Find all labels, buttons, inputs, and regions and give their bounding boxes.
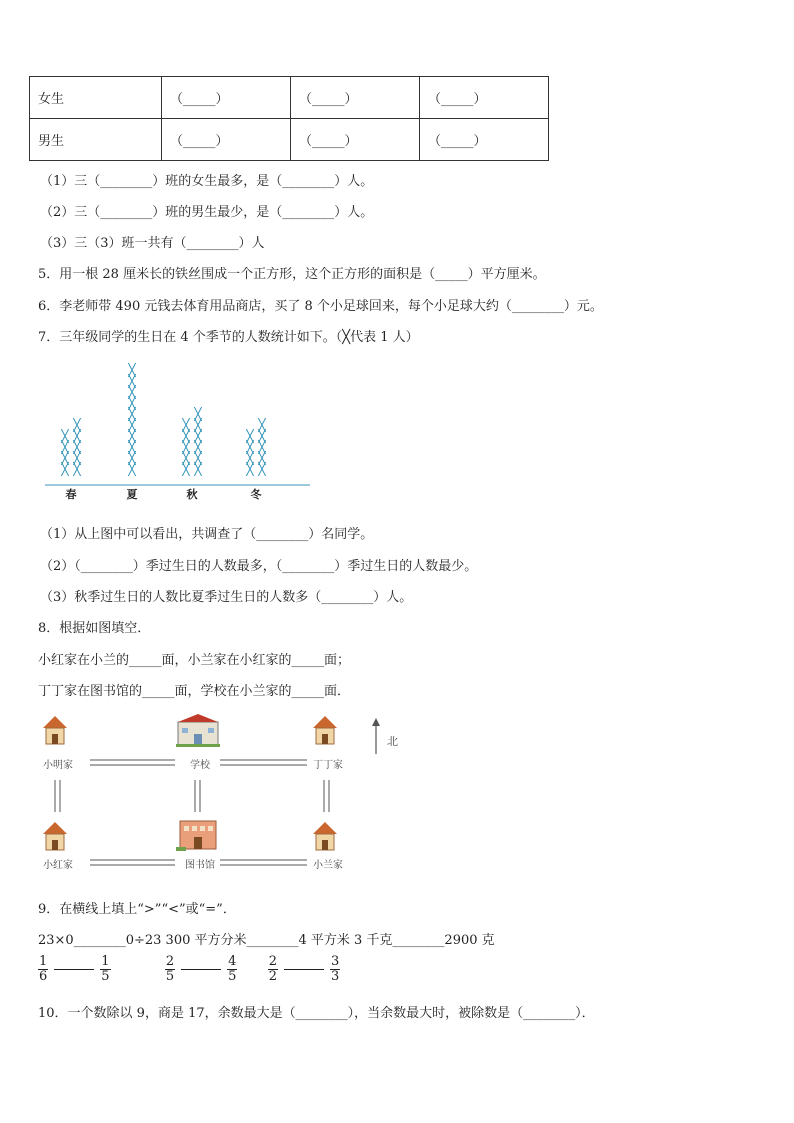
question-10: 10．一个数除以 9，商是 17，余数最大是（________），当余数最大时，被除数是（________）． [38, 1006, 595, 1021]
season-label: 夏 [126, 488, 138, 501]
pictograph-marker: ╳ [73, 440, 81, 454]
pictograph-marker: ╳ [246, 462, 254, 476]
place-label: 图书馆 [185, 860, 215, 871]
place-label: 学校 [190, 760, 210, 771]
pictograph-marker: ╳ [128, 440, 136, 454]
pictograph-marker: ╳ [61, 429, 69, 443]
q4-sub3: （3）三（3）班一共有（________）人 [40, 236, 265, 251]
pictograph-marker: ╳ [258, 429, 266, 443]
question-8-line1: 小红家在小兰的_____面，小兰家在小红家的_____面； [38, 653, 351, 668]
house-icon-xiaohong [43, 822, 67, 850]
pictograph-marker: ╳ [182, 418, 190, 432]
pictograph-marker: ╳ [73, 418, 81, 432]
pictograph-marker: ╳ [258, 462, 266, 476]
place-label: 小明家 [43, 760, 73, 771]
answer-blank[interactable]: （_____） [291, 119, 420, 161]
pictograph-marker: ╳ [128, 407, 136, 421]
school-icon [176, 714, 220, 747]
pictograph-marker: ╳ [182, 462, 190, 476]
house-icon-xiaoming [43, 716, 67, 744]
birthday-pictograph [40, 355, 320, 505]
pictograph-marker: ╳ [128, 363, 136, 377]
pictograph-marker: ╳ [194, 418, 202, 432]
house-icon-xiaolan [313, 822, 337, 850]
pictograph-marker: ╳ [182, 440, 190, 454]
answer-line[interactable] [54, 969, 94, 970]
pictograph-marker: ╳ [73, 451, 81, 465]
pictograph-marker: ╳ [182, 451, 190, 465]
season-label: 秋 [186, 488, 198, 501]
pictograph-marker: ╳ [246, 451, 254, 465]
north-arrow-icon [372, 718, 380, 754]
q7-sub3: （3）秋季过生日的人数比夏季过生日的人数多（________）人。 [40, 590, 413, 605]
house-icon-dingding [313, 716, 337, 744]
answer-blank[interactable]: （_____） [420, 119, 549, 161]
pictograph-marker: ╳ [128, 451, 136, 465]
question-9-line1: 23×0________0÷23 300 平方分米________4 平方米 3 千克________2900 克 [38, 933, 495, 948]
pictograph-marker: ╳ [128, 418, 136, 432]
pictograph-marker: ╳ [182, 429, 190, 443]
pictograph-marker: ╳ [128, 462, 136, 476]
q7-sub1: （1）从上图中可以看出，共调查了（________）名同学。 [40, 527, 374, 542]
question-5: 5．用一根 28 厘米长的铁丝围成一个正方形，这个正方形的面积是（_____）平方厘米。 [38, 267, 546, 282]
answer-line[interactable] [181, 969, 221, 970]
pictograph-marker: ╳ [61, 440, 69, 454]
pictograph-marker: ╳ [194, 462, 202, 476]
fraction: $\frac{1}{5}$ [101, 954, 110, 984]
place-label: 小红家 [43, 860, 73, 871]
north-label: 北 [387, 735, 398, 748]
pictograph-marker: ╳ [61, 451, 69, 465]
answer-blank[interactable]: （_____） [162, 119, 291, 161]
row-label-girls: 女生 [30, 77, 162, 119]
fraction: $\frac{4}{5}$ [228, 954, 237, 984]
pictograph-marker: ╳ [128, 374, 136, 388]
pictograph-marker: ╳ [194, 407, 202, 421]
fraction: $\frac{2}{5}$ [165, 954, 175, 984]
pictograph-marker: ╳ [128, 385, 136, 399]
pictograph-marker: ╳ [194, 451, 202, 465]
answer-blank[interactable]: （_____） [420, 77, 549, 119]
direction-map [35, 712, 415, 882]
pictograph-marker: ╳ [73, 462, 81, 476]
row-label-boys: 男生 [30, 119, 162, 161]
pictograph-marker: ╳ [73, 429, 81, 443]
fraction: $\frac{1}{6}$ [39, 954, 48, 984]
students-table [29, 76, 549, 161]
answer-blank[interactable]: （_____） [162, 77, 291, 119]
pictograph-marker: ╳ [246, 440, 254, 454]
season-label: 春 [65, 488, 77, 501]
pictograph-marker: ╳ [128, 429, 136, 443]
question-8-title: 8．根据如图填空． [38, 621, 151, 636]
place-label: 丁丁家 [313, 760, 343, 771]
library-icon [176, 821, 216, 851]
pictograph-marker: ╳ [258, 418, 266, 432]
place-label: 小兰家 [313, 860, 343, 871]
pictograph-marker: ╳ [246, 429, 254, 443]
fraction: $\frac{2}{2}$ [268, 954, 277, 984]
answer-line[interactable] [284, 969, 324, 970]
pictograph-marker: ╳ [61, 462, 69, 476]
fraction-comparisons [38, 955, 340, 984]
fraction: $\frac{3}{3}$ [330, 954, 340, 984]
question-6: 6．李老师带 490 元钱去体育用品商店，买了 8 个小足球回来，每个小足球大约（________）元。 [38, 299, 603, 314]
pictograph-marker: ╳ [128, 396, 136, 410]
answer-blank[interactable]: （_____） [291, 77, 420, 119]
question-8-line2: 丁丁家在图书馆的_____面，学校在小兰家的_____面． [38, 684, 351, 699]
pictograph-marker: ╳ [258, 451, 266, 465]
q7-sub2: （2）（________）季过生日的人数最多，（________）季过生日的人数最少。 [40, 559, 478, 574]
q4-sub1: （1）三（________）班的女生最多，是（________）人。 [40, 174, 374, 189]
pictograph-marker: ╳ [194, 440, 202, 454]
pictograph-marker: ╳ [194, 429, 202, 443]
question-9-title: 9．在横线上填上“>”“<”或“=”． [38, 902, 236, 917]
season-label: 冬 [250, 488, 262, 501]
table-row [30, 77, 549, 119]
question-7-title: 7．三年级同学的生日在 4 个季节的人数统计如下。（╳代表 1 人） [38, 330, 419, 345]
q4-sub2: （2）三（________）班的男生最少，是（________）人。 [40, 205, 374, 220]
pictograph-marker: ╳ [258, 440, 266, 454]
table-row [30, 119, 549, 161]
